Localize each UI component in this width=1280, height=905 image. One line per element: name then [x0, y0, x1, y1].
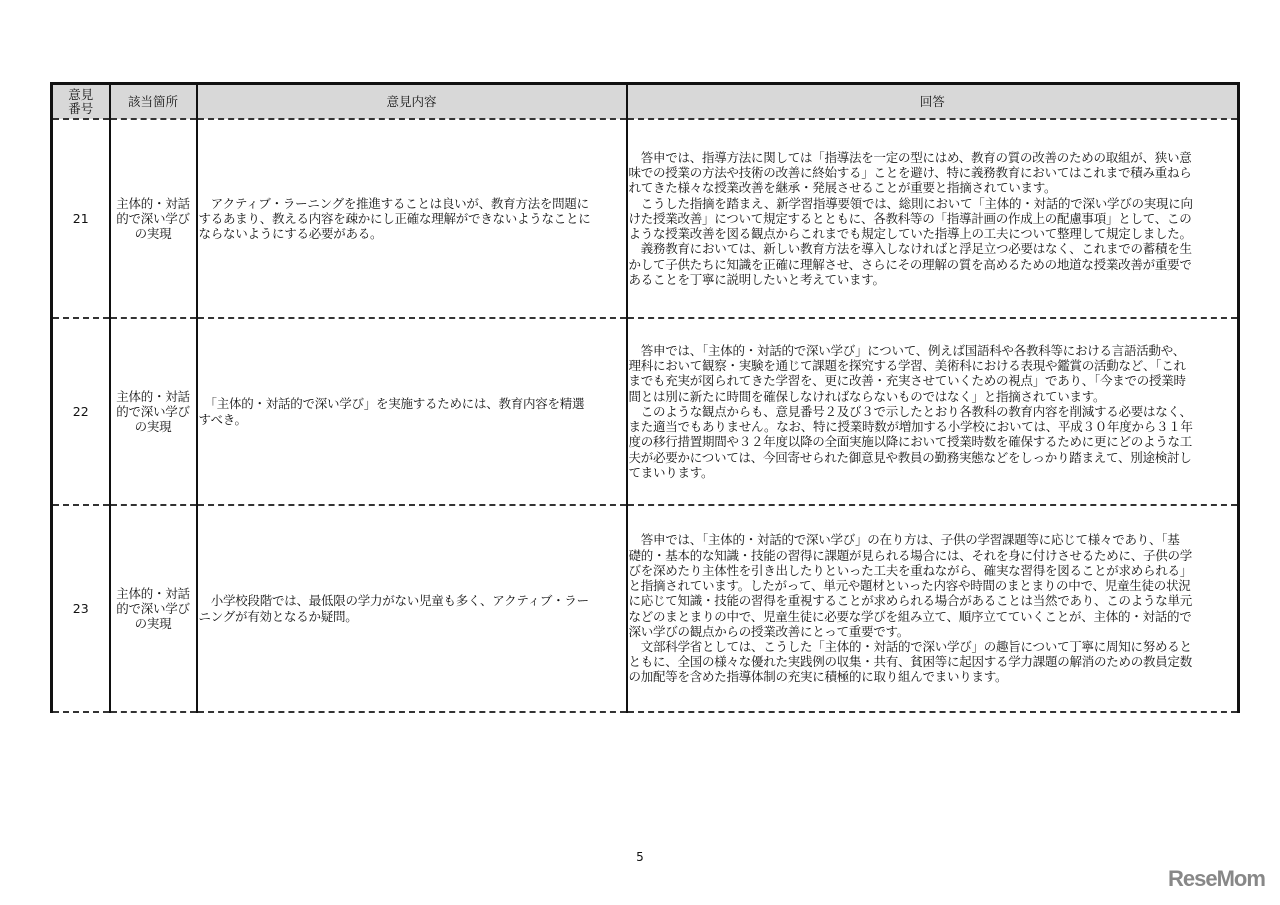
opinion-cell-line: 「主体的・対話的で深い学び」を実施するためには、教育内容を精選 — [198, 396, 585, 412]
opinion-cell — [197, 505, 627, 712]
opinion-cell-line: ならないようにする必要がある。 — [198, 226, 383, 242]
answer-cell-line: 度の移行措置期間や３２年度以降の全面実施以降において授業時数を確保するために更にどのような工 — [628, 434, 1193, 450]
opinion-number: 22 — [52, 318, 110, 505]
answer-cell-line: てまいります。 — [628, 464, 714, 480]
section-cell — [110, 119, 197, 318]
section-cell-line: の実現 — [134, 226, 172, 241]
opinion-cell-line: 小学校段階では、最低限の学力がない児童も多く、アクティブ・ラー — [198, 593, 589, 609]
answer-cell-line: 礎的・基本的な知識・技能の習得に課題が見られる場合には、それを身に付けさせるために、子供の学 — [628, 547, 1193, 563]
answer-cell-line: 味での授業の方法や技術の改善に終始する」ことを避け、特に義務教育においてはこれまで積み重ねら — [628, 165, 1192, 181]
answer-cell-line: の加配等を含めた指導体制の充実に積極的に取り組んでまいります。 — [628, 669, 1008, 685]
answer-cell-line: に応じて知識・技能の習得を重視することが求められる場合があることは当然であり、このような単元 — [628, 593, 1193, 609]
answer-cell-line: 深い学びの観点からの授業改善にとって重要です。 — [628, 623, 910, 639]
answer-cell-line: 答申では、「主体的・対話的で深い学び」の在り方は、子供の学習課題等に応じて様々であり、「基 — [628, 532, 1180, 548]
section-cell-line: 的で深い学び — [116, 404, 190, 419]
opinion-number: 23 — [52, 505, 110, 712]
answer-cell-line: などのまとまりの中で、児童生徒に必要な学びを組み立て、順序立てていくことが、主体的・対話的で — [628, 608, 1192, 624]
answer-cell-line: かして子供たちに知識を正確に理解させ、さらにその理解の質を高めるための地道な授業改善が重要で — [628, 256, 1192, 272]
answer-cell-line: こうした指摘を踏まえ、新学習指導要領では、総則において「主体的・対話的で深い学びの実現に向 — [628, 195, 1193, 211]
section-cell-line: の実現 — [134, 419, 172, 434]
opinion-cell-line: するあまり、教える内容を疎かにし正確な理解ができないようなことに — [198, 210, 591, 226]
answer-cell-line: 答申では、指導方法に関しては「指導法を一定の型にはめ、教育の質の改善のための取組が、狭い意 — [628, 150, 1192, 166]
section-cell-line: 主体的・対話 — [116, 389, 190, 404]
section-cell-line: 主体的・対話 — [116, 586, 190, 601]
opinion-cell-line: すべき。 — [198, 411, 247, 427]
header-answer: 回答 — [627, 84, 1239, 120]
answer-cell-line: 理科において観察・実験を通じて課題を探究する学習、美術科における表現や鑑賞の活動など、「これ — [628, 358, 1186, 374]
answer-cell-line: ような授業改善を図る観点からこれまでも規定していた指導上の工夫について整理して規定しました。 — [628, 226, 1192, 242]
table-row — [52, 119, 1239, 318]
opinion-cell-line: ニングが有効となるか疑問。 — [198, 608, 358, 624]
header-no — [52, 84, 110, 120]
section-cell-line: 主体的・対話 — [116, 196, 190, 211]
answer-cell-line: 間とは別に新たに時間を確保しなければならないものではなく」と指摘されています。 — [628, 388, 1106, 404]
header-section: 該当箇所 — [110, 84, 197, 120]
answer-cell — [627, 119, 1239, 318]
header-no-line: 番号 — [68, 100, 94, 116]
answer-cell-line: までも充実が図られてきた学習を、更に改善・充実させていくための視点」であり、「今までの授業時 — [628, 373, 1186, 389]
answer-cell-line: あることを丁寧に説明したいと考えています。 — [628, 271, 885, 287]
answer-cell-line: びを深めたり主体性を引き出したりといった工夫を重ねながら、確実な習得を図ることが求められる」 — [628, 562, 1193, 578]
opinion-table — [50, 82, 1240, 713]
opinion-cell-line: アクティブ・ラーニングを推進することは良いが、教育方法を問題に — [198, 195, 589, 211]
answer-cell-line: 答申では、「主体的・対話的で深い学び」について、例えば国語科や各教科等における言語活動や、 — [628, 343, 1186, 359]
answer-cell-line: れてきた様々な授業改善を継承・発展させることが重要と指摘されています。 — [628, 180, 1057, 196]
answer-cell-line: 文部科学省としては、こうした「主体的・対話的で深い学び」の趣旨について丁寧に周知に努めると — [628, 638, 1192, 654]
answer-cell-line: また適当でもありません。なお、特に授業時数が増加する小学校においては、平成３０年度から３１年 — [628, 419, 1193, 435]
answer-cell-line: と指摘されています。したがって、単元や題材といった内容や時間のまとまりの中で、児童生徒の状況 — [628, 578, 1191, 594]
section-cell — [110, 318, 197, 505]
section-cell-line: 的で深い学び — [116, 601, 190, 616]
opinion-cell — [197, 318, 627, 505]
opinion-number: 21 — [52, 119, 110, 318]
table-row — [52, 505, 1239, 712]
answer-cell — [627, 318, 1239, 505]
answer-cell-line: 夫が必要かについては、今回寄せられた御意見や教員の勤務実態などをしっかり踏まえて、別途検討し — [628, 449, 1192, 465]
answer-cell — [627, 505, 1239, 712]
opinion-cell — [197, 119, 627, 318]
section-cell-line: 的で深い学び — [116, 211, 190, 226]
section-cell-line: の実現 — [134, 616, 172, 631]
page-number: 5 — [636, 850, 644, 864]
answer-cell-line: このような観点からも、意見番号２及び３で示したとおり各教科の教育内容を削減する必要はなく、 — [628, 403, 1192, 419]
table-header — [52, 84, 1239, 120]
header-opinion: 意見内容 — [197, 84, 627, 120]
answer-cell-line: けた授業改善」について規定するとともに、各教科等の「指導計画の作成上の配慮事項」として、この — [628, 210, 1192, 226]
resemom-logo: ReseMom — [1168, 866, 1265, 891]
header-no-line: 意見 — [68, 86, 94, 102]
section-cell — [110, 505, 197, 712]
answer-cell-line: ともに、全国の様々な優れた実践例の収集・共有、貧困等に起因する学力課題の解消のための教員定数 — [628, 654, 1193, 670]
table-row — [52, 318, 1239, 505]
answer-cell-line: 義務教育においては、新しい教育方法を導入しなければと浮足立つ必要はなく、これまでの蓄積を生 — [628, 241, 1192, 257]
